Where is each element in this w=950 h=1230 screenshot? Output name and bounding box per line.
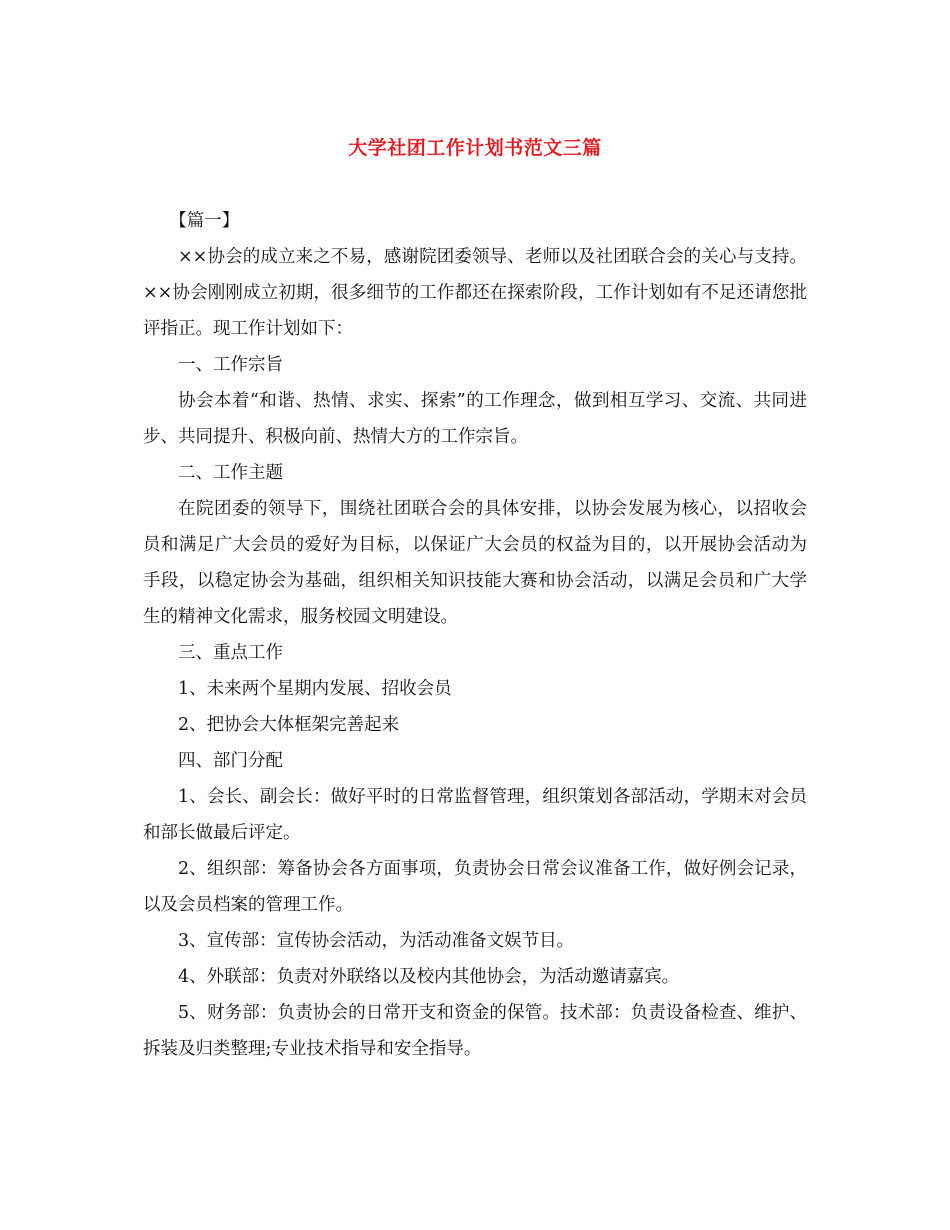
- key-work-item: 1、未来两个星期内发展、招收会员: [178, 679, 452, 699]
- theme-paragraph: 在院团委的领导下，围绕社团联合会的具体安排，以协会发展为核心，以招收会员和满足广大会员的爱好为目标，以保证广大会员的权益为目的，以开展协会活动为手段，以稳定协会为基础，组织相关知识技能大赛和协会活动，以满足会员和广大学生的精神文化需求，服务校园文明建设。: [143, 499, 807, 627]
- section-marker: 【篇一】: [169, 211, 240, 231]
- department-item: 3、宣传部：宣传协会活动，为活动准备文娱节目。: [178, 931, 575, 951]
- intro-paragraph: ××协会的成立来之不易，感谢院团委领导、老师以及社团联合会的关心与支持。××协会刚刚成立初期，很多细节的工作都还在探索阶段，工作计划如有不足还请您批评指正。现工作计划如下：: [143, 247, 807, 339]
- document-body: [143, 203, 807, 1067]
- heading-key-work: 三、重点工作: [178, 643, 283, 663]
- heading-purpose: 一、工作宗旨: [178, 355, 283, 375]
- department-item: 5、财务部：负责协会的日常开支和资金的保管。技术部：负责设备检查、维护、拆装及归类整理;专业技术指导和安全指导。: [143, 1003, 807, 1059]
- purpose-paragraph: 协会本着“和谐、热情、求实、探索”的工作理念，做到相互学习、交流、共同进步、共同提升、积极向前、热情大方的工作宗旨。: [143, 391, 807, 447]
- department-item: 4、外联部：负责对外联络以及校内其他协会，为活动邀请嘉宾。: [178, 967, 680, 987]
- heading-departments: 四、部门分配: [178, 751, 283, 771]
- document-title: 大学社团工作计划书范文三篇: [348, 137, 602, 159]
- heading-theme: 二、工作主题: [178, 463, 283, 483]
- key-work-item: 2、把协会大体框架完善起来: [178, 715, 400, 735]
- department-item: 2、组织部：筹备协会各方面事项，负责协会日常会议准备工作，做好例会记录，以及会员档案的管理工作。: [143, 859, 807, 915]
- department-item: 1、会长、副会长：做好平时的日常监督管理，组织策划各部活动，学期末对会员和部长做最后评定。: [143, 787, 807, 843]
